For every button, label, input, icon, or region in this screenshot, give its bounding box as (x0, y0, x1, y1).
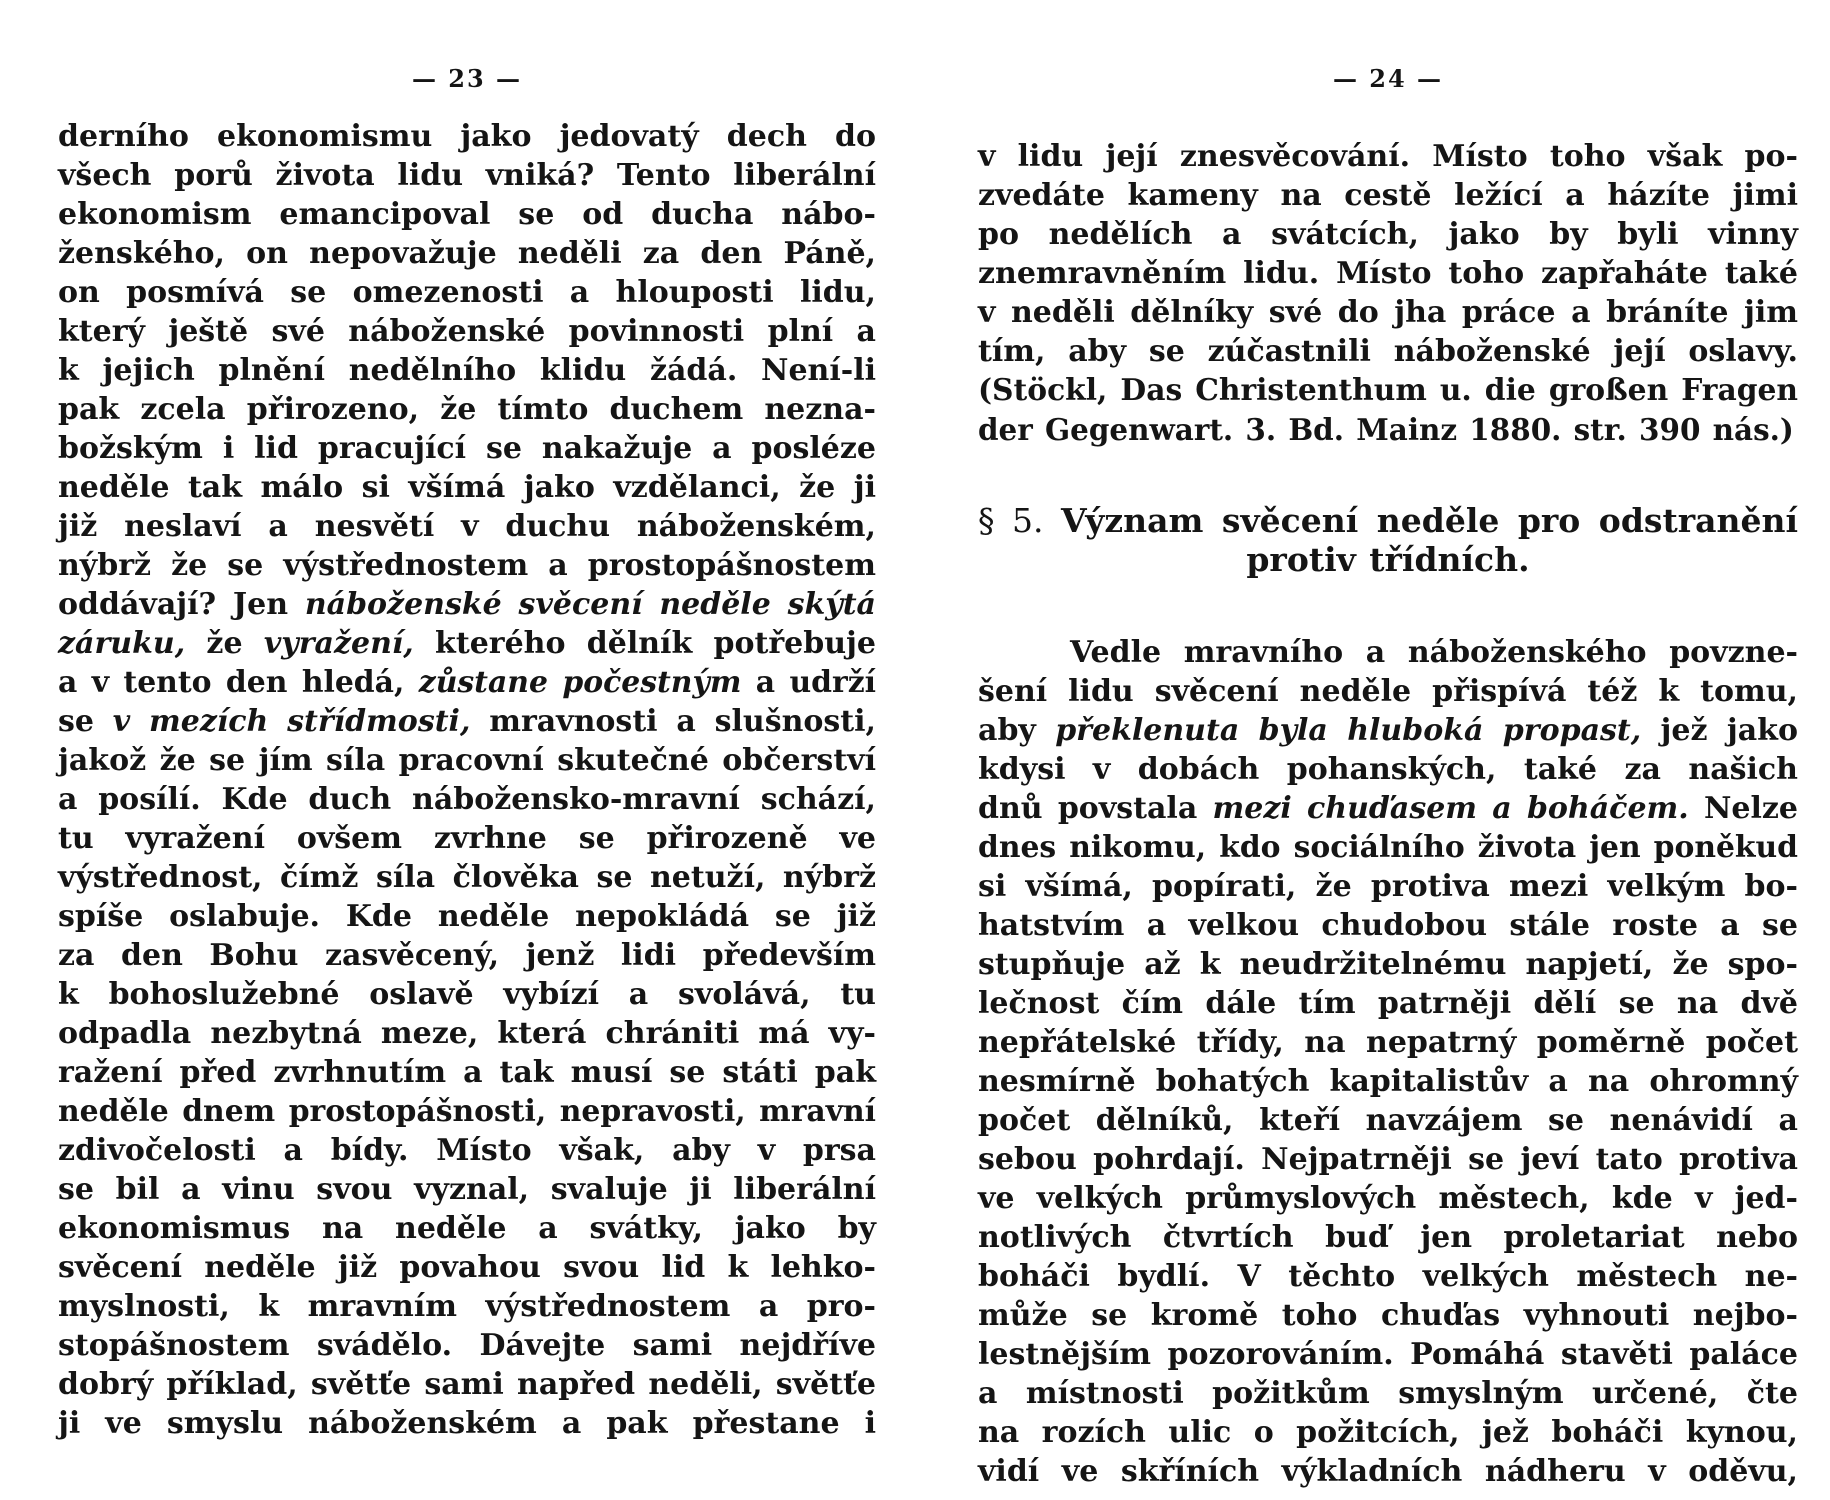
text-line: on posmívá se omezenosti a hlouposti lidu, (58, 275, 876, 310)
text-line: dnes nikomu, kdo sociálního života jen poněkud (978, 830, 1798, 865)
section-number: § 5. (978, 501, 1061, 540)
text-line: spíše oslabuje. Kde neděle nepokládá se již (58, 899, 876, 934)
left-page (58, 0, 876, 1500)
text-line: derního ekonomismu jako jedovatý dech do (58, 119, 876, 154)
text-line: výstřednost, čímž síla člověka se netuží, nýbrž (58, 860, 876, 895)
text-line (58, 663, 876, 702)
text-line: tu vyražení ovšem zvrhne se přirozeně ve (58, 821, 876, 856)
italic-phrase: v mezích střídmosti, (112, 704, 471, 739)
text-line: zvedáte kameny na cestě ležící a házíte jimi (978, 178, 1798, 213)
text-line: ve velkých průmyslových městech, kde v jed- (978, 1181, 1798, 1216)
text-line: za den Bohu zasvěcený, jenž lidi především (58, 938, 876, 973)
text-line (978, 789, 1798, 828)
text-line: a místnosti požitkům smyslným určené, čte (978, 1376, 1798, 1411)
text-line: ekonomismus na neděle a svátky, jako by (58, 1211, 876, 1246)
text-line (58, 702, 876, 741)
text-line: na rozích ulic o požitcích, jež boháči kynou, (978, 1415, 1798, 1450)
spacer (978, 449, 1798, 501)
text-line: neděle tak málo si všímá jako vzdělanci, že ji (58, 470, 876, 505)
text-line: notlivých čtvrtích buď jen proletariat nebo (978, 1220, 1798, 1255)
text-line: stopášnostem svádělo. Dávejte sami nejdříve (58, 1328, 876, 1363)
text-line: v lidu její znesvěcování. Místo toho však po- (978, 139, 1798, 174)
text-line: myslnosti, k mravním výstřednostem a pro- (58, 1289, 876, 1324)
text-line (58, 624, 876, 663)
text-line: již neslaví a nesvětí v duchu náboženském, (58, 509, 876, 544)
text-run: mravnosti a slušnosti, (470, 704, 876, 739)
text-line: všech porů života lidu vniká? Tento liberální (58, 158, 876, 193)
text-line: hatstvím a velkou chudobou stále roste a se (978, 908, 1798, 943)
text-line: k bohoslužebné oslavě vybízí a svolává, tu (58, 977, 876, 1012)
text-run: aby (978, 713, 1056, 748)
text-run: kterého dělník potřebuje (413, 626, 876, 661)
page-number: — 23 — (411, 64, 523, 93)
text-line: der Gegenwart. 3. Bd. Mainz 1880. str. 390 nás.) (978, 412, 1794, 447)
text-line: tím, aby se zúčastnili náboženské její oslavy. (978, 334, 1798, 369)
text-line: ekonomism emancipoval se od ducha nábo- (58, 197, 876, 232)
text-run: a udrží (741, 665, 877, 700)
text-line: ji ve smyslu náboženském a pak přestane i (58, 1406, 876, 1441)
text-line: se bil a vinu svou vyznal, svaluje ji liberální (58, 1172, 876, 1207)
italic-phrase: vyražení, (263, 626, 414, 661)
text-line: nýbrž že se výstřednostem a prostopášnostem (58, 548, 876, 583)
left-page-text (58, 117, 876, 1443)
text-line: neděle dnem prostopášnosti, nepravosti, mravní (58, 1094, 876, 1129)
text-run: jež jako (1641, 713, 1798, 748)
text-line: lečnost čím dále tím patrněji dělí se na dvě (978, 986, 1798, 1021)
text-line: božským i lid pracující se nakažuje a posléze (58, 431, 876, 466)
italic-phrase: náboženské svěcení neděle skýtá (304, 587, 876, 622)
text-line: zdivočelosti a bídy. Místo však, aby v prsa (58, 1133, 876, 1168)
italic-phrase: zůstane počestným (418, 665, 742, 700)
text-line: a posílí. Kde duch nábožensko-mravní schází, (58, 782, 876, 817)
spacer (978, 579, 1798, 633)
right-page (978, 0, 1798, 1500)
text-line: dobrý příklad, světťe sami napřed neděli, světťe (58, 1367, 876, 1402)
text-line: šení lidu svěcení neděle přispívá též k tomu, (978, 674, 1798, 709)
italic-phrase: mezi chuďasem a boháčem. (1212, 791, 1689, 826)
text-line: si všímá, popírati, že protiva mezi velkým bo- (978, 869, 1798, 904)
page-number: — 24 — (1332, 64, 1444, 93)
heading-text: Význam svěcení neděle pro odstranění (1060, 501, 1798, 540)
text-line: jakož že se jím síla pracovní skutečné občerství (58, 743, 876, 778)
text-run: se (58, 704, 113, 739)
text-line: nepřátelské třídy, na nepatrný poměrně počet (978, 1025, 1798, 1060)
text-run: že (185, 626, 264, 661)
text-line: Vedle mravního a náboženského povzne- (1070, 635, 1798, 670)
italic-phrase: překlenuta byla hluboká propast, (1055, 713, 1642, 748)
text-line: kdysi v dobách pohanských, také za našich (978, 752, 1798, 787)
text-line: znemravněním lidu. Místo toho zapřaháte také (978, 256, 1798, 291)
text-line: počet dělníků, kteří navzájem se nenávidí a (978, 1103, 1798, 1138)
text-line: který ještě své náboženské povinnosti plní a (58, 314, 876, 349)
text-line: v neděli dělníky své do jha práce a bráníte jim (978, 295, 1798, 330)
text-line: stupňuje až k neudržitelnému napjetí, že spo- (978, 947, 1798, 982)
text-line (978, 711, 1798, 750)
right-page-text (978, 137, 1798, 1491)
text-line: vidí ve skříních výkladních nádheru v oděvu, (978, 1454, 1798, 1489)
text-line (58, 585, 876, 624)
text-line: k jejich plnění nedělního klidu žádá. Není-li (58, 353, 876, 388)
text-line: sebou pohrdají. Nejpatrněji se jeví tato protiva (978, 1142, 1798, 1177)
text-line: ražení před zvrhnutím a tak musí se státi pak (58, 1055, 876, 1090)
text-line: po nedělích a svátcích, jako by byli vinny (978, 217, 1798, 252)
text-line: nesmírně bohatých kapitalistův a na ohromný (978, 1064, 1798, 1099)
text-run: a v tento den hledá, (58, 665, 419, 700)
section-heading (978, 501, 1798, 540)
text-line: svěcení neděle již povahou svou lid k lehko- (58, 1250, 876, 1285)
text-run: oddávají? Jen (58, 587, 305, 622)
text-line: může se kromě toho chuďas vyhnouti nejbo- (978, 1298, 1798, 1333)
text-line: lestnějším pozorováním. Pomáhá stavěti paláce (978, 1337, 1798, 1372)
section-heading-line-2: protiv třídních. (1246, 540, 1530, 579)
text-run: Nelze (1688, 791, 1798, 826)
text-line: pak zcela přirozeno, že tímto duchem nezna- (58, 392, 876, 427)
text-line: odpadla nezbytná meze, která chrániti má vy- (58, 1016, 876, 1051)
text-line: boháči bydlí. V těchto velkých městech ne- (978, 1259, 1798, 1294)
text-line: (Stöckl, Das Christenthum u. die großen Fragen (978, 373, 1798, 408)
italic-phrase: záruku, (58, 626, 186, 661)
text-line: ženského, on nepovažuje neděli za den Páně, (58, 236, 876, 271)
text-run: dnů povstala (978, 791, 1213, 826)
